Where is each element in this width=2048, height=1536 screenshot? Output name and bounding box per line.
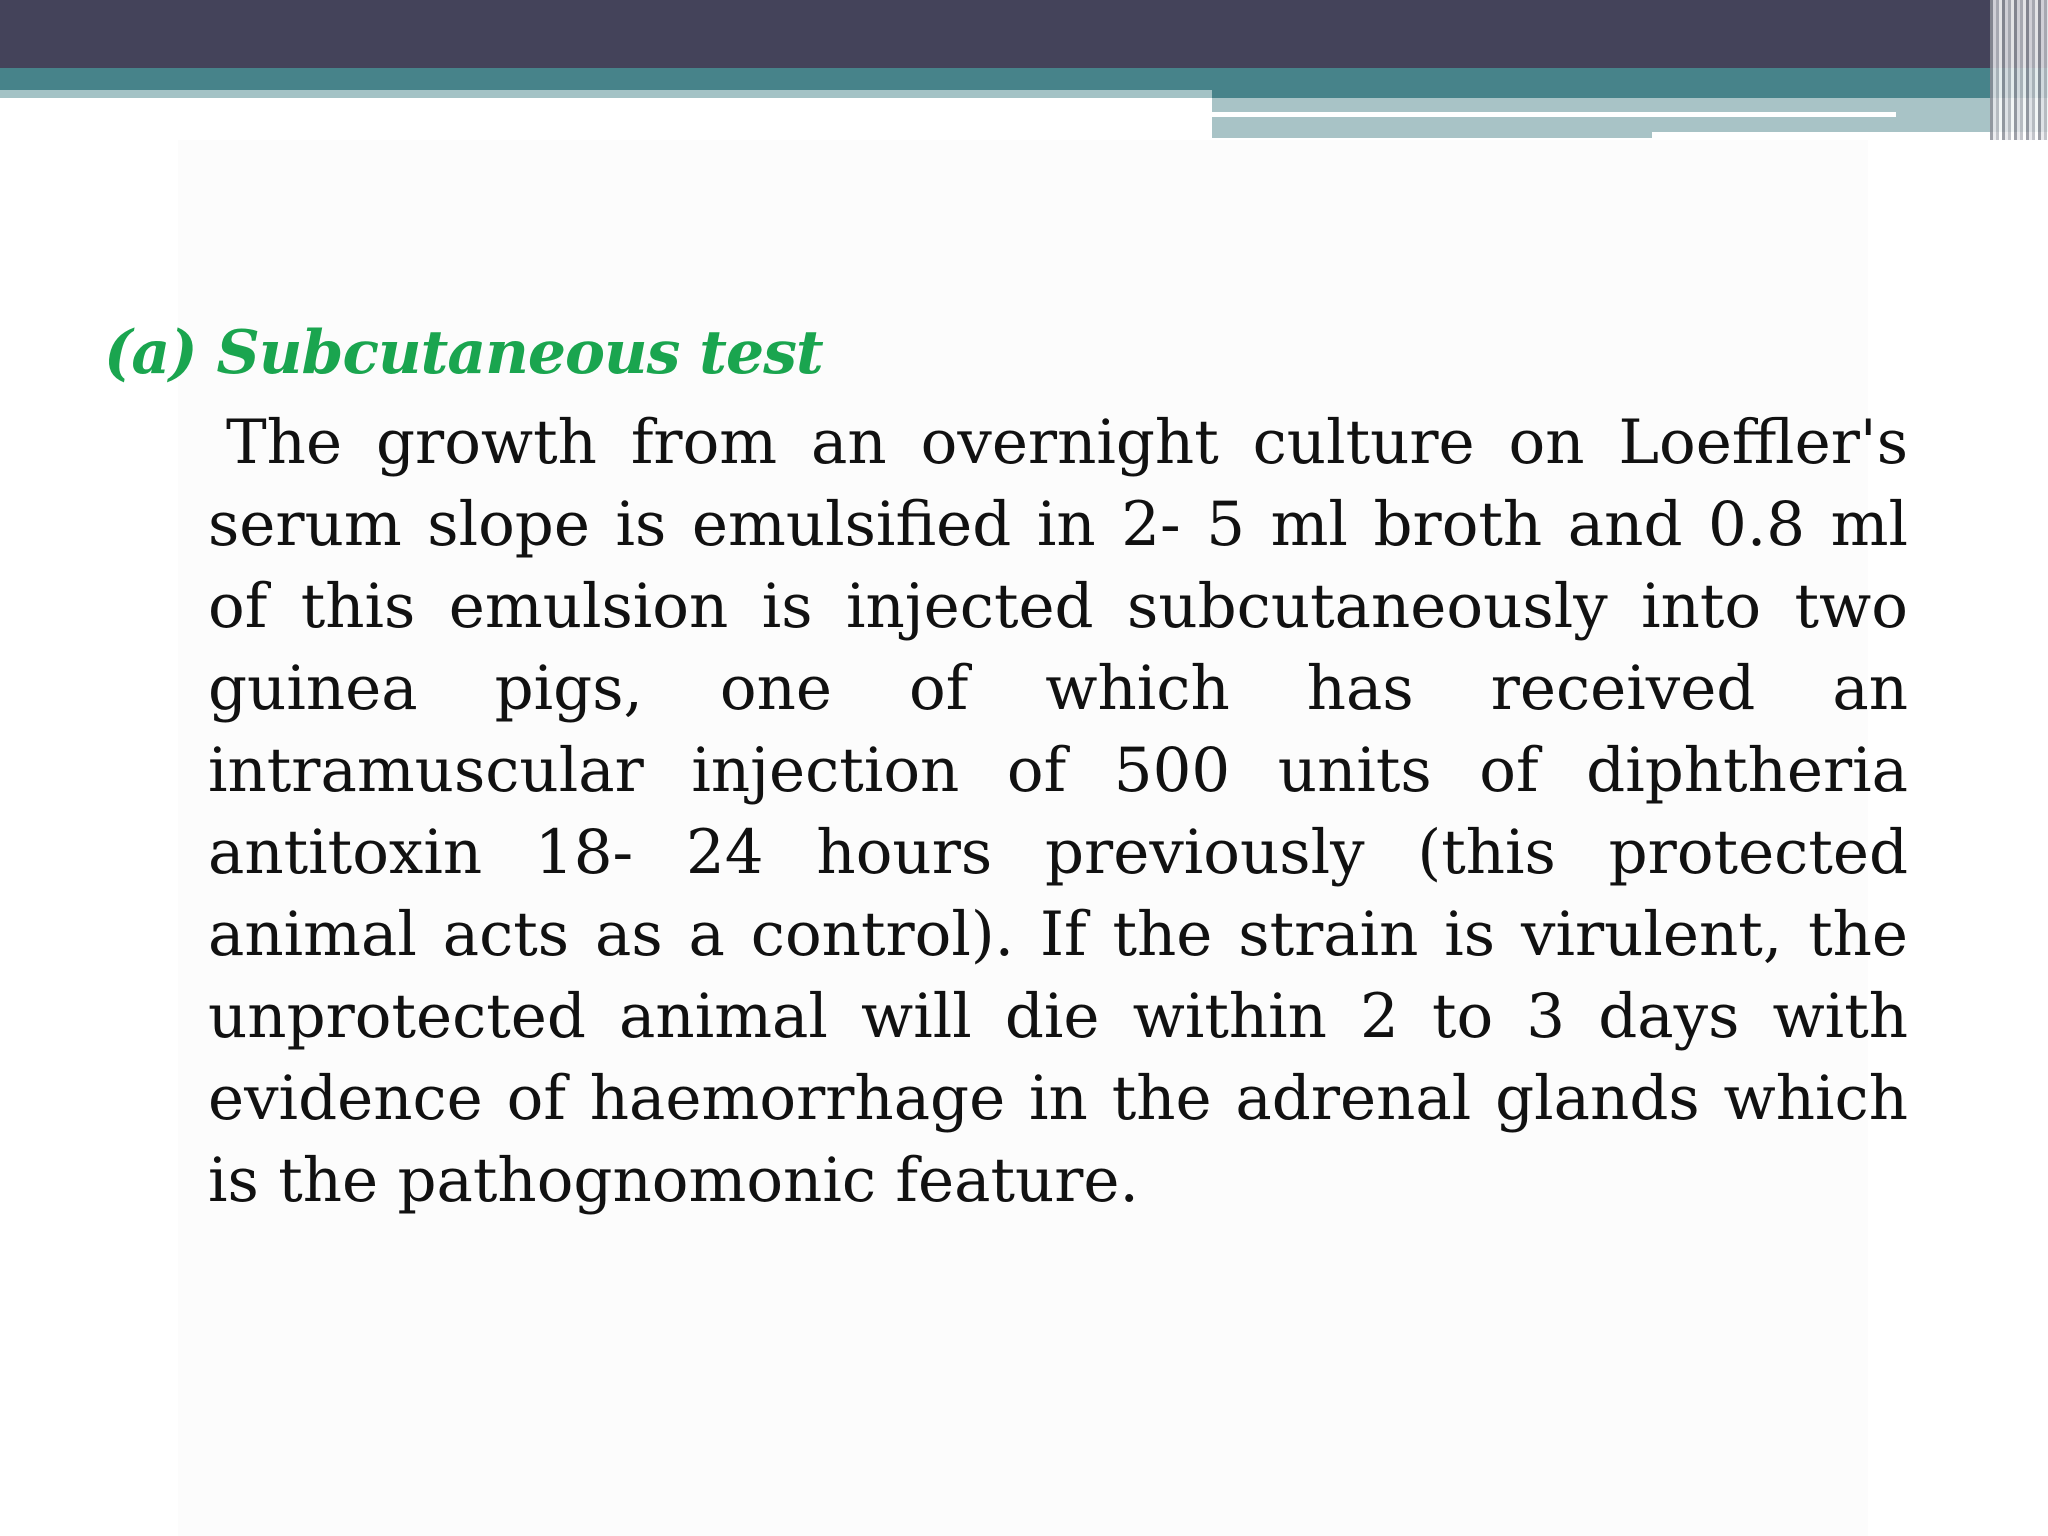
slide-heading: (a) Subcutaneous test	[104, 318, 823, 388]
slide-body-text	[208, 402, 1908, 1222]
body-paragraph: The growth from an overnight culture on Loeffler's serum slope is emulsified in 2- 5 ml broth and 0.8 ml of this emulsion is injected subcutaneously into two guinea pigs, one of which has received an intramuscular injection of 500 units of diphtheria antitoxin 18- 24 hours previously (this protected animal acts as a control). If the strain is virulent, the unprotected animal will die within 2 to 3 days with evidence of haemorrhage in the adrenal glands which is the pathognomonic feature.	[208, 407, 1908, 1216]
header-band-teal-left	[0, 68, 1212, 90]
header-band-dark	[0, 0, 2048, 68]
header-divider-line-short	[1652, 132, 2048, 138]
header-band-teal-right	[1212, 68, 2048, 98]
header-stripes-decoration	[1990, 0, 2048, 140]
header-band-thin-left	[0, 90, 1212, 98]
header-divider-line	[1212, 112, 1896, 117]
